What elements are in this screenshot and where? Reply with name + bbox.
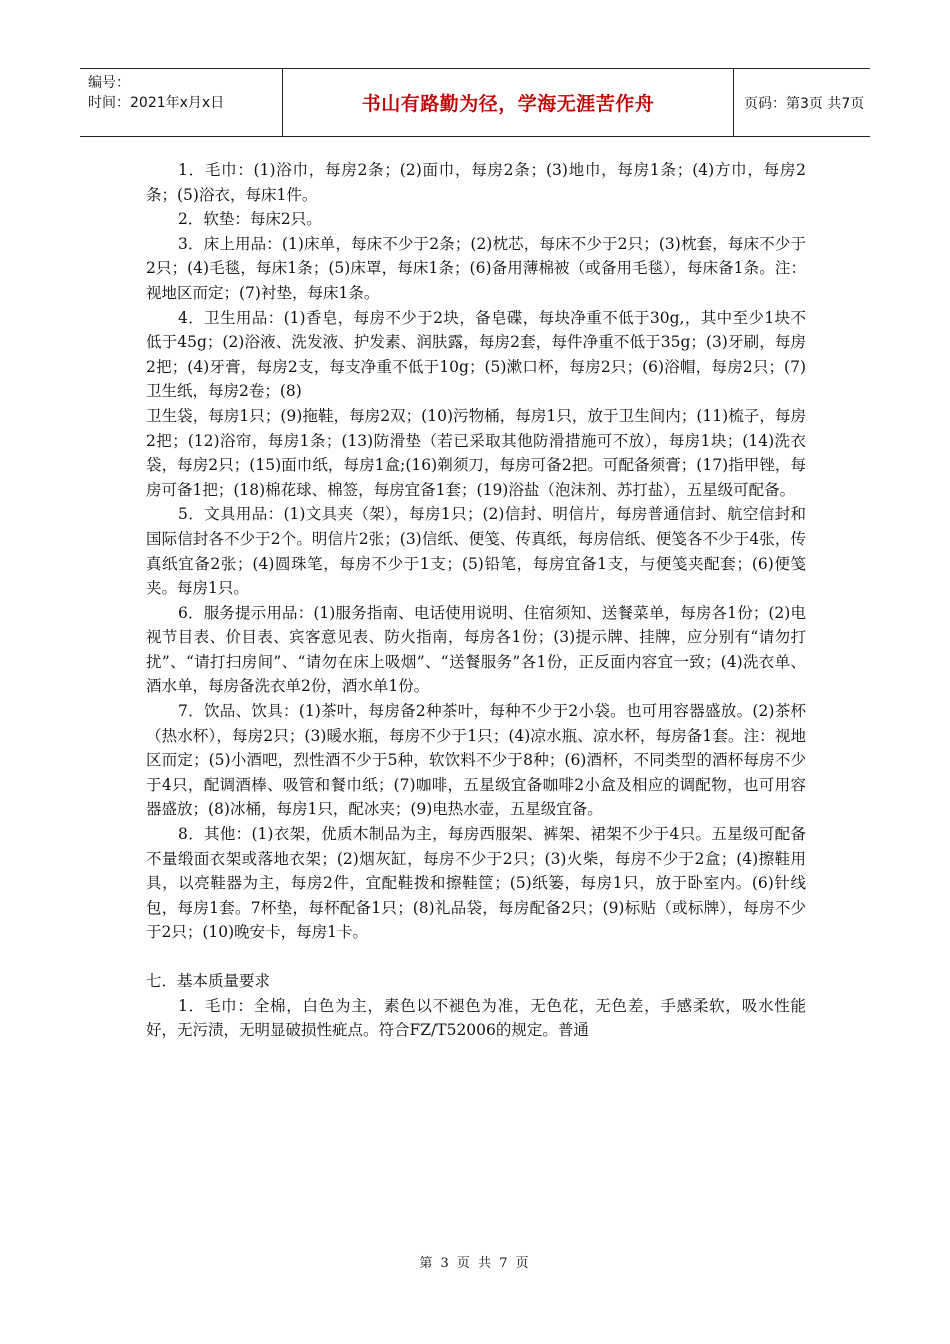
page-footer: 第 3 页 共 7 页 <box>419 1256 531 1271</box>
paragraph-quality-towels: 1．毛巾：全棉，白色为主，素色以不褪色为准，无色花，无色差，手感柔软，吸水性能好，无污渍，无明显破损性疵点。符合FZ/T52006的规定。普通 <box>146 996 806 1040</box>
header-page-cell <box>734 69 870 136</box>
paragraph-beverages: 7．饮品、饮具：(1)茶叶，每房备2种茶叶，每种不少于2小袋。也可用容器盛放。(2)茶杯（热水杯），每房2只；(3)暖水瓶，每房不少于1只；(4)凉水瓶、凉水杯，每房备1套。注：视地区而定；(5)小酒吧，烈性酒不少于5种，软饮料不少于8种；(6)酒杯，不同类型的酒杯每房不少于4只，配调酒棒、吸管和餐巾纸；(7)咖啡，五星级宜备咖啡2小盒及相应的调配物，也可用容器盛放；(8)冰桶，每房1只，配冰夹；(9)电热水壶，五星级宜备。 <box>146 702 806 819</box>
header-meta <box>80 69 282 136</box>
section-heading: 七．基本质量要求 <box>146 972 271 990</box>
document-header <box>80 68 870 137</box>
header-motto: 书山有路勤为径，学海无涯苦作舟 <box>361 93 655 115</box>
header-page-label: 页码：第3页 共7页 <box>744 95 865 112</box>
document-number-label: 编号： <box>88 75 130 91</box>
paragraph-towels: 1．毛巾：(1)浴巾，每房2条；(2)面巾，每房2条；(3)地巾，每房1条；(4)方巾，每房2条；(5)浴衣，每床1件。 <box>146 161 806 204</box>
header-motto-cell <box>282 69 734 136</box>
paragraph-bedding: 3．床上用品：(1)床单，每床不少于2条；(2)枕芯，每床不少于2只；(3)枕套，每床不少于2只；(4)毛毯，每床1条；(5)床罩，每床1条；(6)备用薄棉被（或备用毛毯），每床备1条。注：视地区而定；(7)衬垫，每床1条。 <box>146 234 806 302</box>
paragraph-other: 8．其他：(1)衣架，优质木制品为主，每房西服架、裤架、裙架不少于4只。五星级可配备不量缎面衣架或落地衣架；(2)烟灰缸，每房不少于2只；(3)火柴，每房不少于2盒；(4)擦鞋用具，以亮鞋器为主，每房2件，宜配鞋拨和擦鞋筐；(5)纸篓，每房1只，放于卧室内。(6)针线包，每房1套。7杯垫，每杯配备1只；(8)礼品袋，每房配备2只；(9)标贴（或标牌），每房不少于2只；(10)晚安卡，每房1卡。 <box>146 825 806 942</box>
paragraph-stationery: 5．文具用品：(1)文具夹（架），每房1只；(2)信封、明信片，每房普通信封、航空信封和国际信封各不少于2个。明信片2张；(3)信纸、便笺、传真纸，每房信纸、便笺各不少于4张，传真纸宜备2张；(4)圆珠笔，每房不少于1支；(5)铅笔，每房宜备1支，与便笺夹配套；(6)便笺夹。每房1只。 <box>146 505 806 598</box>
paragraph-service-notices: 6．服务提示用品：(1)服务指南、电话使用说明、住宿须知、送餐菜单，每房各1份；(2)电视节目表、价目表、宾客意见表、防火指南，每房各1份；(3)提示牌、挂牌，应分别有“请勿打扰”、“请打扫房间”、“请勿在床上吸烟”、“送餐服务”各1份，正反面内容宜一致；(4)洗衣单、酒水单，每房备洗衣单2份，酒水单1份。 <box>146 603 806 696</box>
paragraph-cushions: 2．软垫：每床2只。 <box>178 210 322 229</box>
paragraph-toiletries: 4．卫生用品：(1)香皂，每房不少于2块，备皂碟，每块净重不低于30g,，其中至少1块不低于45g；(2)浴液、洗发液、护发素、润肤露，每房2套，每件净重不低于35g；(3)牙刷，每房2把；(4)牙膏，每房2支，每支净重不低于10g；(5)漱口杯，每房2只；(6)浴帽，每房2只；(7)卫生纸，每房2卷；(8) <box>146 308 806 401</box>
document-date-label: 时间：2021年x月x日 <box>88 95 225 111</box>
document-body <box>146 158 806 1043</box>
paragraph-toiletries-continued: 卫生袋，每房1只；(9)拖鞋，每房2双；(10)污物桶，每房1只，放于卫生间内；(11)梳子，每房2把；(12)浴帘，每房1条；(13)防滑垫（若已采取其他防滑措施可不放），每房1块；(14)洗衣袋，每房2只；(15)面巾纸，每房1盒;(16)剃须刀，每房可备2把。可配备须膏；(17)指甲锉，每房可备1把；(18)棉花球、棉签，每房宜备1套；(19)浴盐（泡沫剂、苏打盐），五星级可配备。 <box>146 406 806 499</box>
